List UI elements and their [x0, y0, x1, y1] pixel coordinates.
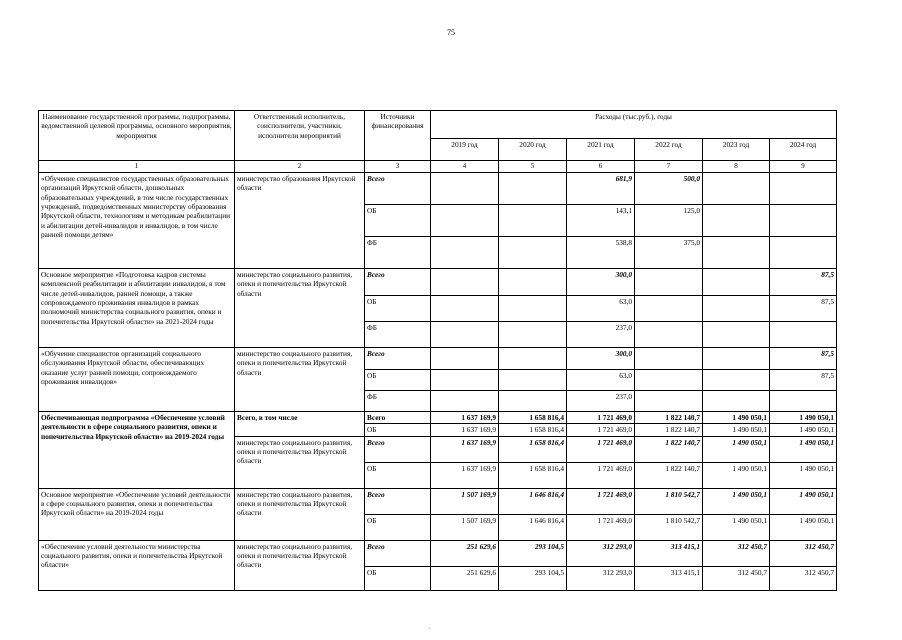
- expense-value: 63,0: [567, 296, 635, 322]
- expense-value: 312 450,7: [703, 566, 770, 590]
- expense-value: 1 507 169,9: [431, 514, 499, 540]
- expense-value: 1 490 050,1: [770, 436, 837, 462]
- table-row: [39, 412, 837, 424]
- scan-mark: ·: [428, 625, 431, 633]
- column-number: 3: [365, 161, 431, 173]
- funding-source: Всего: [365, 540, 431, 566]
- responsible-executor: министерство социального развития, опеки и попечительства Иркутской области: [235, 436, 365, 488]
- funding-source: ОБ: [365, 296, 431, 322]
- table-row: [39, 173, 837, 205]
- expense-value: [770, 237, 837, 269]
- funding-source: ОБ: [365, 462, 431, 488]
- expense-value: 312 293,0: [567, 540, 635, 566]
- expense-value: 87,5: [770, 269, 837, 296]
- expense-value: 1 810 542,7: [635, 488, 703, 514]
- expense-value: 300,0: [567, 348, 635, 370]
- expense-value: [635, 322, 703, 348]
- header-sources: Источники финансирования: [365, 111, 431, 161]
- expense-value: 293 104,5: [499, 540, 567, 566]
- funding-source: Всего: [365, 269, 431, 296]
- expense-value: 1 658 816,4: [499, 436, 567, 462]
- expense-value: 312 450,7: [770, 566, 837, 590]
- funding-source: Всего: [365, 173, 431, 205]
- program-name: «Обеспечение условий деятельности министерства социального развития, опеки и попечительства Иркутской области»: [39, 540, 235, 590]
- expense-value: [703, 322, 770, 348]
- responsible-executor: министерство социального развития, опеки и попечительства Иркутской области: [235, 488, 365, 540]
- program-name: Основное мероприятие «Обеспечение условий деятельности в сфере социального развития, опеки и попечительства Иркутской области» на 2019-2024 годы: [39, 488, 235, 540]
- expense-value: 1 721 469,0: [567, 488, 635, 514]
- expense-value: 1 721 469,0: [567, 462, 635, 488]
- expense-value: 1 490 050,1: [703, 424, 770, 436]
- expense-value: [499, 296, 567, 322]
- expense-value: 1 637 169,9: [431, 412, 499, 424]
- responsible-executor: министерство социального развития, опеки и попечительства Иркутской области: [235, 269, 365, 348]
- page-number: 75: [447, 28, 455, 37]
- funding-source: ОБ: [365, 205, 431, 237]
- expense-value: 312 450,7: [703, 540, 770, 566]
- column-number: 6: [567, 161, 635, 173]
- funding-source: Всего: [365, 348, 431, 370]
- expense-value: [770, 391, 837, 412]
- expense-value: [431, 322, 499, 348]
- expense-value: [499, 370, 567, 391]
- program-name: «Обучение специалистов государственных образовательных организаций Иркутской области, дошкольных образовательных учреждений, в том числе государственных учреждений, подведомственных министерству образования Иркутской области, технологиям и методикам реабилитации и абилитации детей-инвалидов и инвалидов, в том числе ранней помощи детям»: [39, 173, 235, 269]
- expense-value: [770, 173, 837, 205]
- expense-value: [431, 269, 499, 296]
- expense-value: 1 507 169,9: [431, 488, 499, 514]
- expense-value: [499, 322, 567, 348]
- table-row: [39, 269, 837, 296]
- expense-value: 63,0: [567, 370, 635, 391]
- column-number: 5: [499, 161, 567, 173]
- expense-value: [635, 296, 703, 322]
- expense-value: 1 490 050,1: [703, 462, 770, 488]
- funding-source: ОБ: [365, 424, 431, 436]
- expense-value: [635, 370, 703, 391]
- column-number: 9: [770, 161, 837, 173]
- responsible-executor: министерство образования Иркутской области: [235, 173, 365, 269]
- expense-value: [770, 205, 837, 237]
- header-year: 2021 год: [567, 139, 635, 161]
- expense-value: 681,9: [567, 173, 635, 205]
- expense-value: [703, 237, 770, 269]
- expense-value: 1 721 469,0: [567, 436, 635, 462]
- expense-value: [499, 205, 567, 237]
- expense-value: 1 490 050,1: [770, 462, 837, 488]
- expense-value: 251 629,6: [431, 540, 499, 566]
- expense-value: 1 721 469,0: [567, 412, 635, 424]
- expense-value: 1 490 050,1: [770, 488, 837, 514]
- program-name: «Обучение специалистов организаций социального обслуживания Иркутской области, обеспечивающих оказание услуг ранней помощи, сопровождаемого проживания инвалидов»: [39, 348, 235, 412]
- header-name: Наименование государственной программы, подпрограммы, ведомственной целевой программы, основного мероприятия, мероприятия: [39, 111, 235, 161]
- expense-value: [431, 173, 499, 205]
- expense-value: [431, 205, 499, 237]
- program-name: Основное мероприятие «Подготовка кадров системы комплексной реабилитации и абилитации инвалидов, в том числе детей-инвалидов, ранней помощи, а также сопровождаемого проживания инвалидов в рамках полномочий министерства социального развития, опеки и попечительства Иркутской области» на 2021-2024 годы: [39, 269, 235, 348]
- expense-value: 1 646 816,4: [499, 514, 567, 540]
- expense-value: [703, 370, 770, 391]
- expense-value: [703, 391, 770, 412]
- expense-value: [499, 269, 567, 296]
- expense-value: 1 637 169,9: [431, 424, 499, 436]
- expense-value: 1 721 469,0: [567, 424, 635, 436]
- funding-source: ОБ: [365, 514, 431, 540]
- expense-value: 1 810 542,7: [635, 514, 703, 540]
- expense-value: 1 490 050,1: [770, 412, 837, 424]
- header-year: 2024 год: [770, 139, 837, 161]
- funding-source: Всего: [365, 488, 431, 514]
- expense-value: 87,5: [770, 296, 837, 322]
- expense-value: 87,5: [770, 348, 837, 370]
- funding-source: ОБ: [365, 566, 431, 590]
- expense-value: [499, 391, 567, 412]
- column-number: 1: [39, 161, 235, 173]
- funding-source: ФБ: [365, 322, 431, 348]
- expense-value: 312 450,7: [770, 540, 837, 566]
- expense-value: 1 490 050,1: [703, 412, 770, 424]
- column-number: 8: [703, 161, 770, 173]
- expense-value: 1 646 816,4: [499, 488, 567, 514]
- expense-value: 1 658 816,4: [499, 412, 567, 424]
- header-year: 2020 год: [499, 139, 567, 161]
- expense-value: 237,0: [567, 391, 635, 412]
- expense-value: [635, 269, 703, 296]
- expense-value: [431, 348, 499, 370]
- responsible-executor: министерство социального развития, опеки и попечительства Иркутской области: [235, 348, 365, 412]
- header-expenses: Расходы (тыс.руб.), годы: [431, 111, 837, 139]
- expense-value: 312 293,0: [567, 566, 635, 590]
- expense-value: [431, 237, 499, 269]
- expense-value: 1 822 140,7: [635, 462, 703, 488]
- expense-value: 1 637 169,9: [431, 462, 499, 488]
- expense-value: [431, 296, 499, 322]
- expense-value: [431, 391, 499, 412]
- table-row: [39, 348, 837, 370]
- column-number: 4: [431, 161, 499, 173]
- header-year: 2019 год: [431, 139, 499, 161]
- expense-value: 313 415,1: [635, 566, 703, 590]
- funding-source: ФБ: [365, 391, 431, 412]
- table-row: [39, 540, 837, 566]
- header-year: 2023 год: [703, 139, 770, 161]
- expense-value: 1 490 050,1: [703, 488, 770, 514]
- expense-value: 1 721 469,0: [567, 514, 635, 540]
- expense-value: [499, 173, 567, 205]
- column-number: 2: [235, 161, 365, 173]
- expense-value: 1 658 816,4: [499, 424, 567, 436]
- expense-value: [499, 237, 567, 269]
- budget-table: [38, 110, 837, 591]
- expense-value: 300,0: [567, 269, 635, 296]
- expense-value: [703, 269, 770, 296]
- header-responsible: Ответственный исполнитель, соисполнители, участники, исполнители мероприятий: [235, 111, 365, 161]
- table-row: [39, 488, 837, 514]
- expense-value: 237,0: [567, 322, 635, 348]
- funding-source: ФБ: [365, 237, 431, 269]
- expense-value: 1 822 140,7: [635, 412, 703, 424]
- expense-value: [703, 205, 770, 237]
- expense-value: [431, 370, 499, 391]
- expense-value: [499, 348, 567, 370]
- expense-value: 538,8: [567, 237, 635, 269]
- expense-value: 1 490 050,1: [770, 514, 837, 540]
- expense-value: [703, 296, 770, 322]
- responsible-executor: министерство социального развития, опеки и попечительства Иркутской области: [235, 540, 365, 590]
- header-year: 2022 год: [635, 139, 703, 161]
- expense-value: 1 637 169,9: [431, 436, 499, 462]
- expense-value: [703, 173, 770, 205]
- expense-value: [770, 322, 837, 348]
- expense-value: 313 415,1: [635, 540, 703, 566]
- expense-value: [703, 348, 770, 370]
- funding-source: ОБ: [365, 370, 431, 391]
- expense-value: 1 658 816,4: [499, 462, 567, 488]
- expense-value: 1 490 050,1: [703, 514, 770, 540]
- column-number: 7: [635, 161, 703, 173]
- funding-source: Всего: [365, 412, 431, 424]
- expense-value: 293 104,5: [499, 566, 567, 590]
- responsible-executor: Всего, в том числе: [235, 412, 365, 437]
- expense-value: [635, 391, 703, 412]
- funding-source: Всего: [365, 436, 431, 462]
- expense-value: 1 822 140,7: [635, 436, 703, 462]
- expense-value: 125,0: [635, 205, 703, 237]
- expense-value: 1 490 050,1: [770, 424, 837, 436]
- program-name: Обеспечивающая подпрограмма «Обеспечение условий деятельности в сфере социального развития, опеки и попечительства Иркутской области» на 2019-2024 годы: [39, 412, 235, 489]
- expense-value: 1 822 140,7: [635, 424, 703, 436]
- expense-value: 251 629,6: [431, 566, 499, 590]
- expense-value: 87,5: [770, 370, 837, 391]
- expense-value: 1 490 050,1: [703, 436, 770, 462]
- expense-value: 143,1: [567, 205, 635, 237]
- expense-value: [635, 348, 703, 370]
- expense-value: 375,0: [635, 237, 703, 269]
- expense-value: 500,0: [635, 173, 703, 205]
